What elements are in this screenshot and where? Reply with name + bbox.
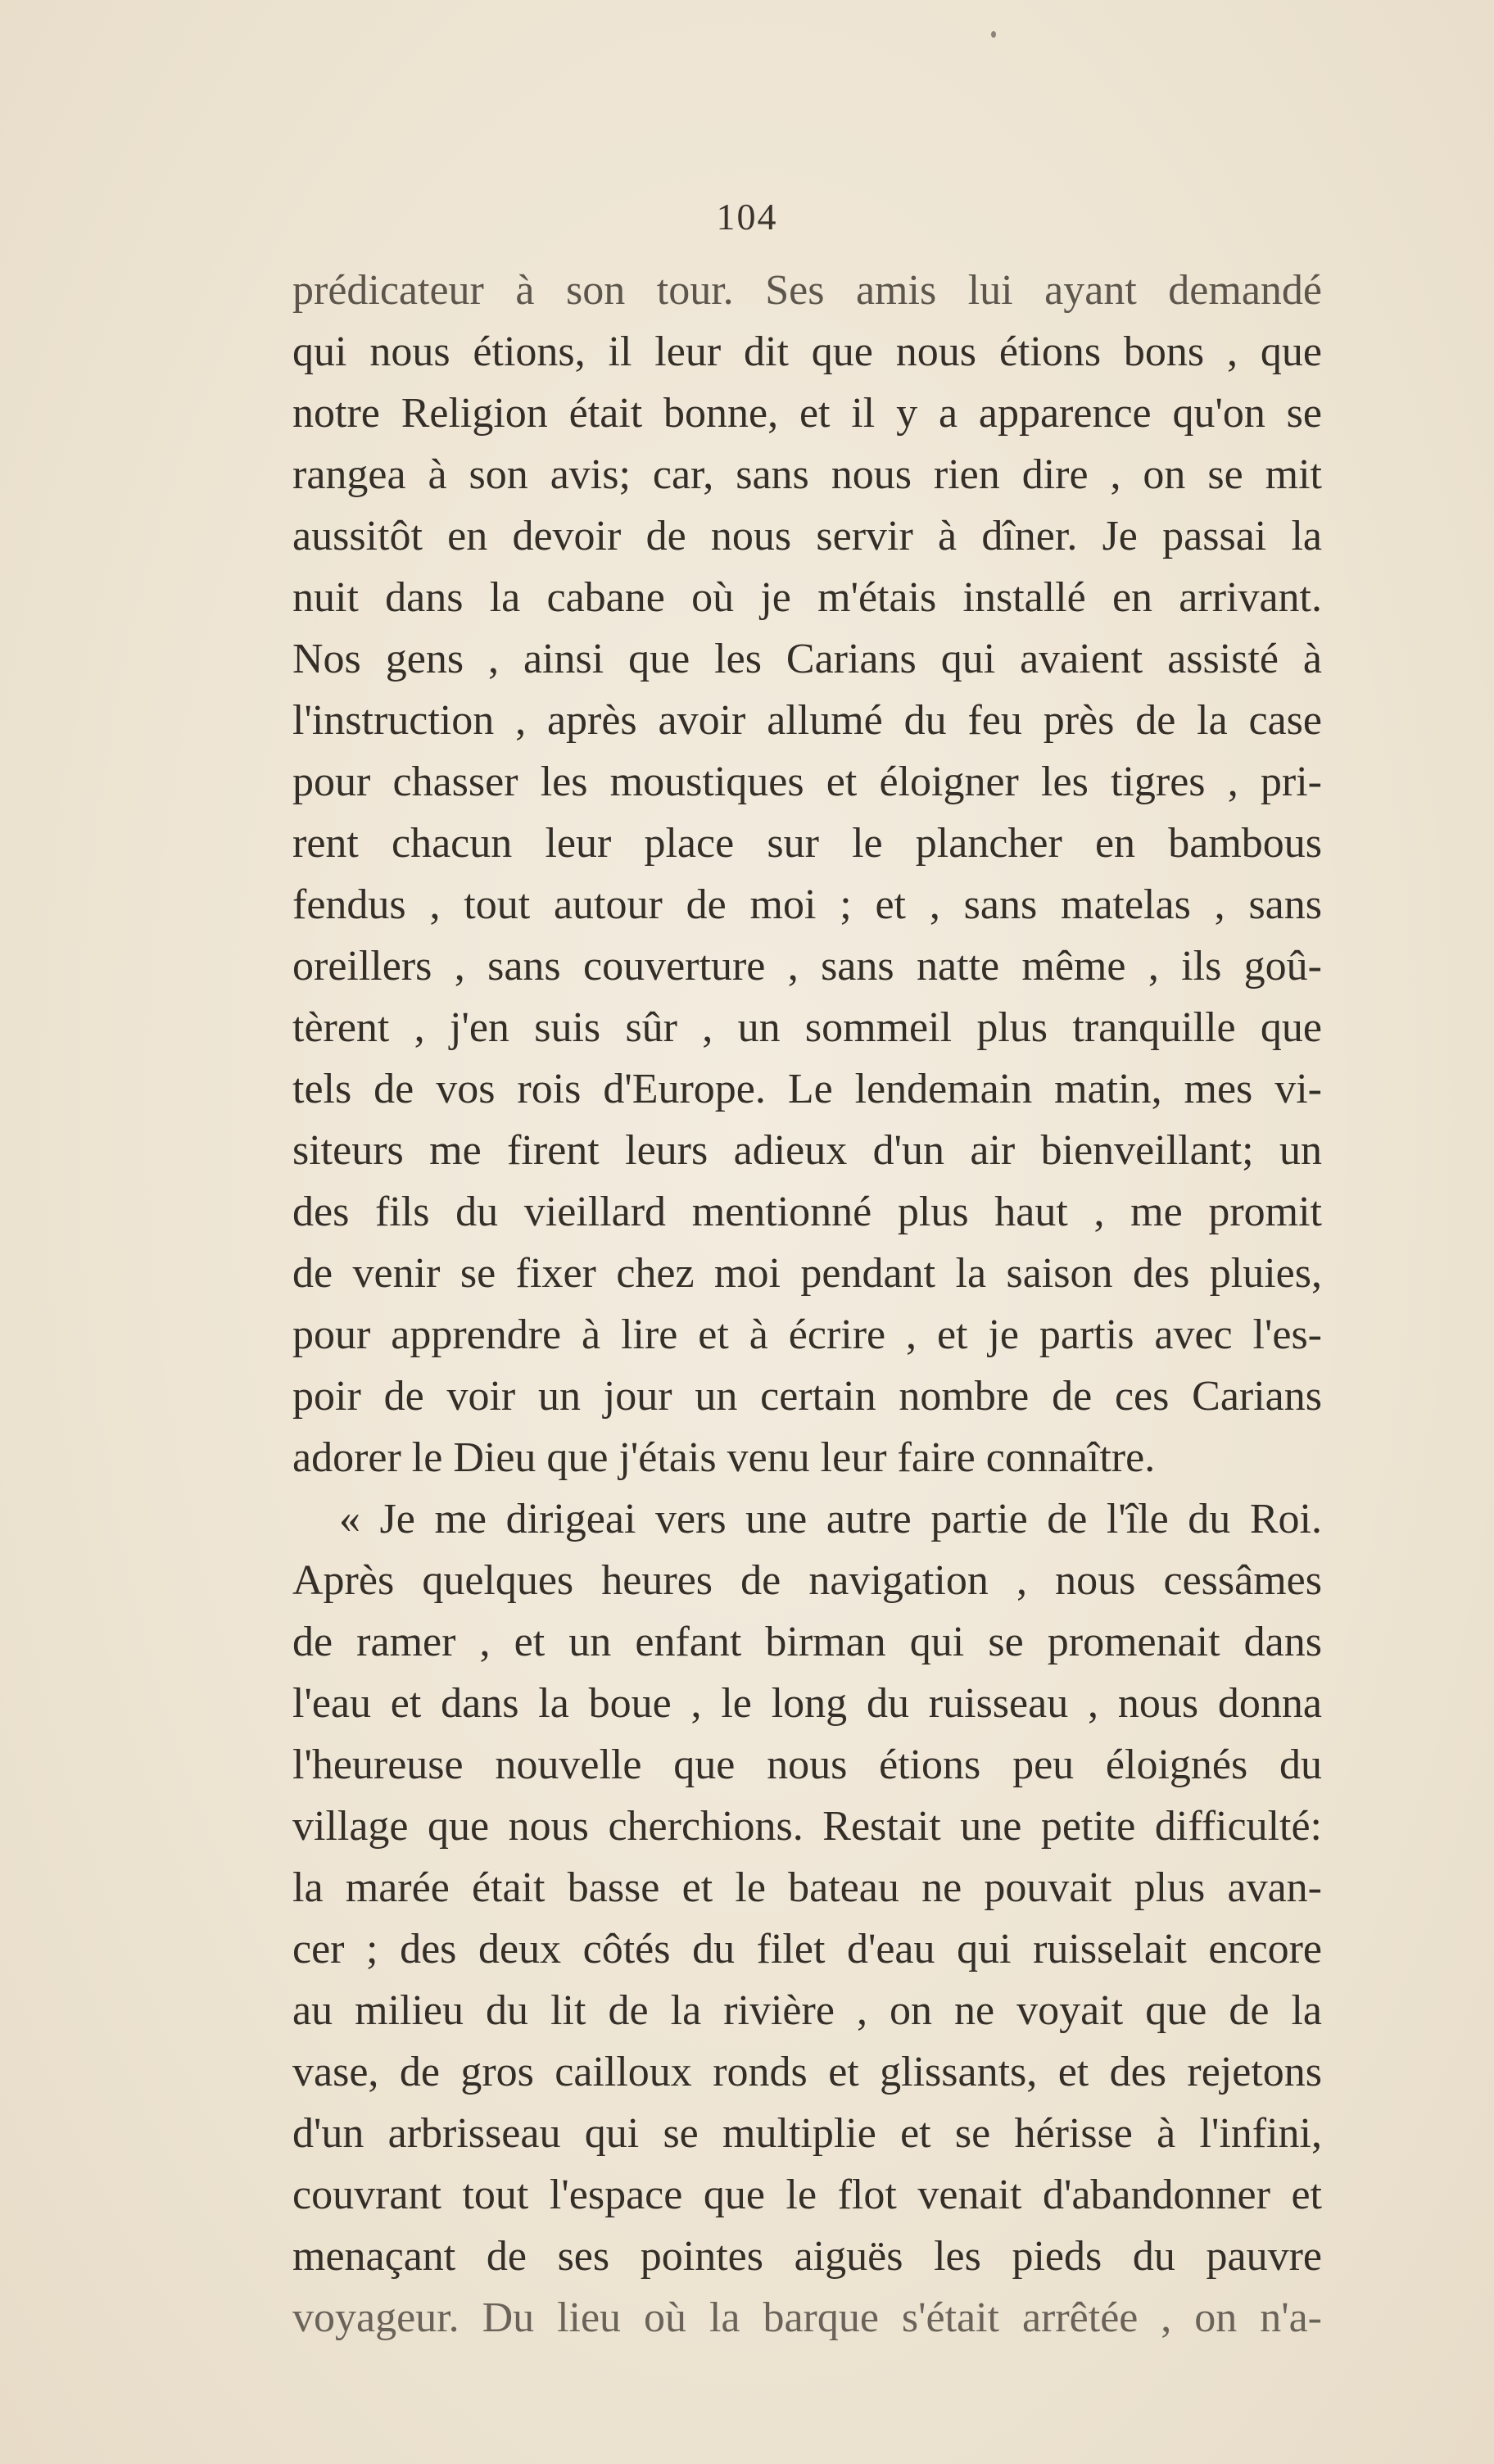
text-line: cer ; des deux côtés du filet d'eau qui ruisselait encore [292,1926,1322,1973]
text-line: de ramer , et un enfant birman qui se promenait dans [292,1619,1322,1665]
text-line: qui nous étions, il leur dit que nous étions bons , que [292,328,1322,375]
paper-speck [991,31,996,38]
text-line: pour apprendre à lire et à écrire , et je partis avec l'es- [292,1311,1322,1358]
text-line: tèrent , j'en suis sûr , un sommeil plus tranquille que [292,1004,1322,1051]
text-line: l'instruction , après avoir allumé du feu près de la case [292,697,1322,744]
text-line: au milieu du lit de la rivière , on ne voyait que de la [292,1987,1322,2034]
text-line: village que nous cherchions. Restait une petite difficulté: [292,1803,1322,1850]
text-line: de venir se fixer chez moi pendant la saison des pluies, [292,1250,1322,1297]
text-line: nuit dans la cabane où je m'étais installé en arrivant. [292,574,1322,621]
text-line: poir de voir un jour un certain nombre de ces Carians [292,1373,1322,1420]
text-line: Après quelques heures de navigation , nous cessâmes [292,1557,1322,1604]
text-line: des fils du vieillard mentionné plus haut , me promit [292,1189,1322,1235]
text-line: menaçant de ses pointes aiguës les pieds du pauvre [292,2233,1322,2280]
text-line: rangea à son avis; car, sans nous rien dire , on se mit [292,451,1322,498]
paragraph-start-line: « Je me dirigeai vers une autre partie de l'île du Roi. [339,1496,1322,1542]
text-line: oreillers , sans couverture , sans natte même , ils goû- [292,943,1322,990]
text-line: voyageur. Du lieu où la barque s'était arrêtée , on n'a- [292,2294,1322,2341]
page-number: 104 [716,196,778,238]
text-line: pour chasser les moustiques et éloigner les tigres , pri- [292,759,1322,805]
text-line: la marée était basse et le bateau ne pouvait plus avan- [292,1864,1322,1911]
paragraph-end-line: adorer le Dieu que j'étais venu leur faire connaître. [292,1434,1156,1481]
text-line: rent chacun leur place sur le plancher en bambous [292,820,1322,867]
text-line: Nos gens , ainsi que les Carians qui avaient assisté à [292,636,1322,682]
text-line: fendus , tout autour de moi ; et , sans matelas , sans [292,881,1322,928]
text-line: notre Religion était bonne, et il y a apparence qu'on se [292,390,1322,437]
text-line: aussitôt en devoir de nous servir à dîner. Je passai la [292,513,1322,559]
text-line: vase, de gros cailloux ronds et glissants, et des rejetons [292,2049,1322,2095]
text-line: l'heureuse nouvelle que nous étions peu éloignés du [292,1742,1322,1788]
text-line: prédicateur à son tour. Ses amis lui ayant demandé [292,267,1322,314]
text-line: couvrant tout l'espace que le flot venait d'abandonner et [292,2172,1322,2218]
text-line: l'eau et dans la boue , le long du ruisseau , nous donna [292,1680,1322,1727]
body-text [292,260,1322,2348]
text-line: d'un arbrisseau qui se multiplie et se hérisse à l'infini, [292,2110,1322,2157]
text-line: siteurs me firent leurs adieux d'un air bienveillant; un [292,1127,1322,1174]
text-line: tels de vos rois d'Europe. Le lendemain matin, mes vi- [292,1066,1322,1112]
